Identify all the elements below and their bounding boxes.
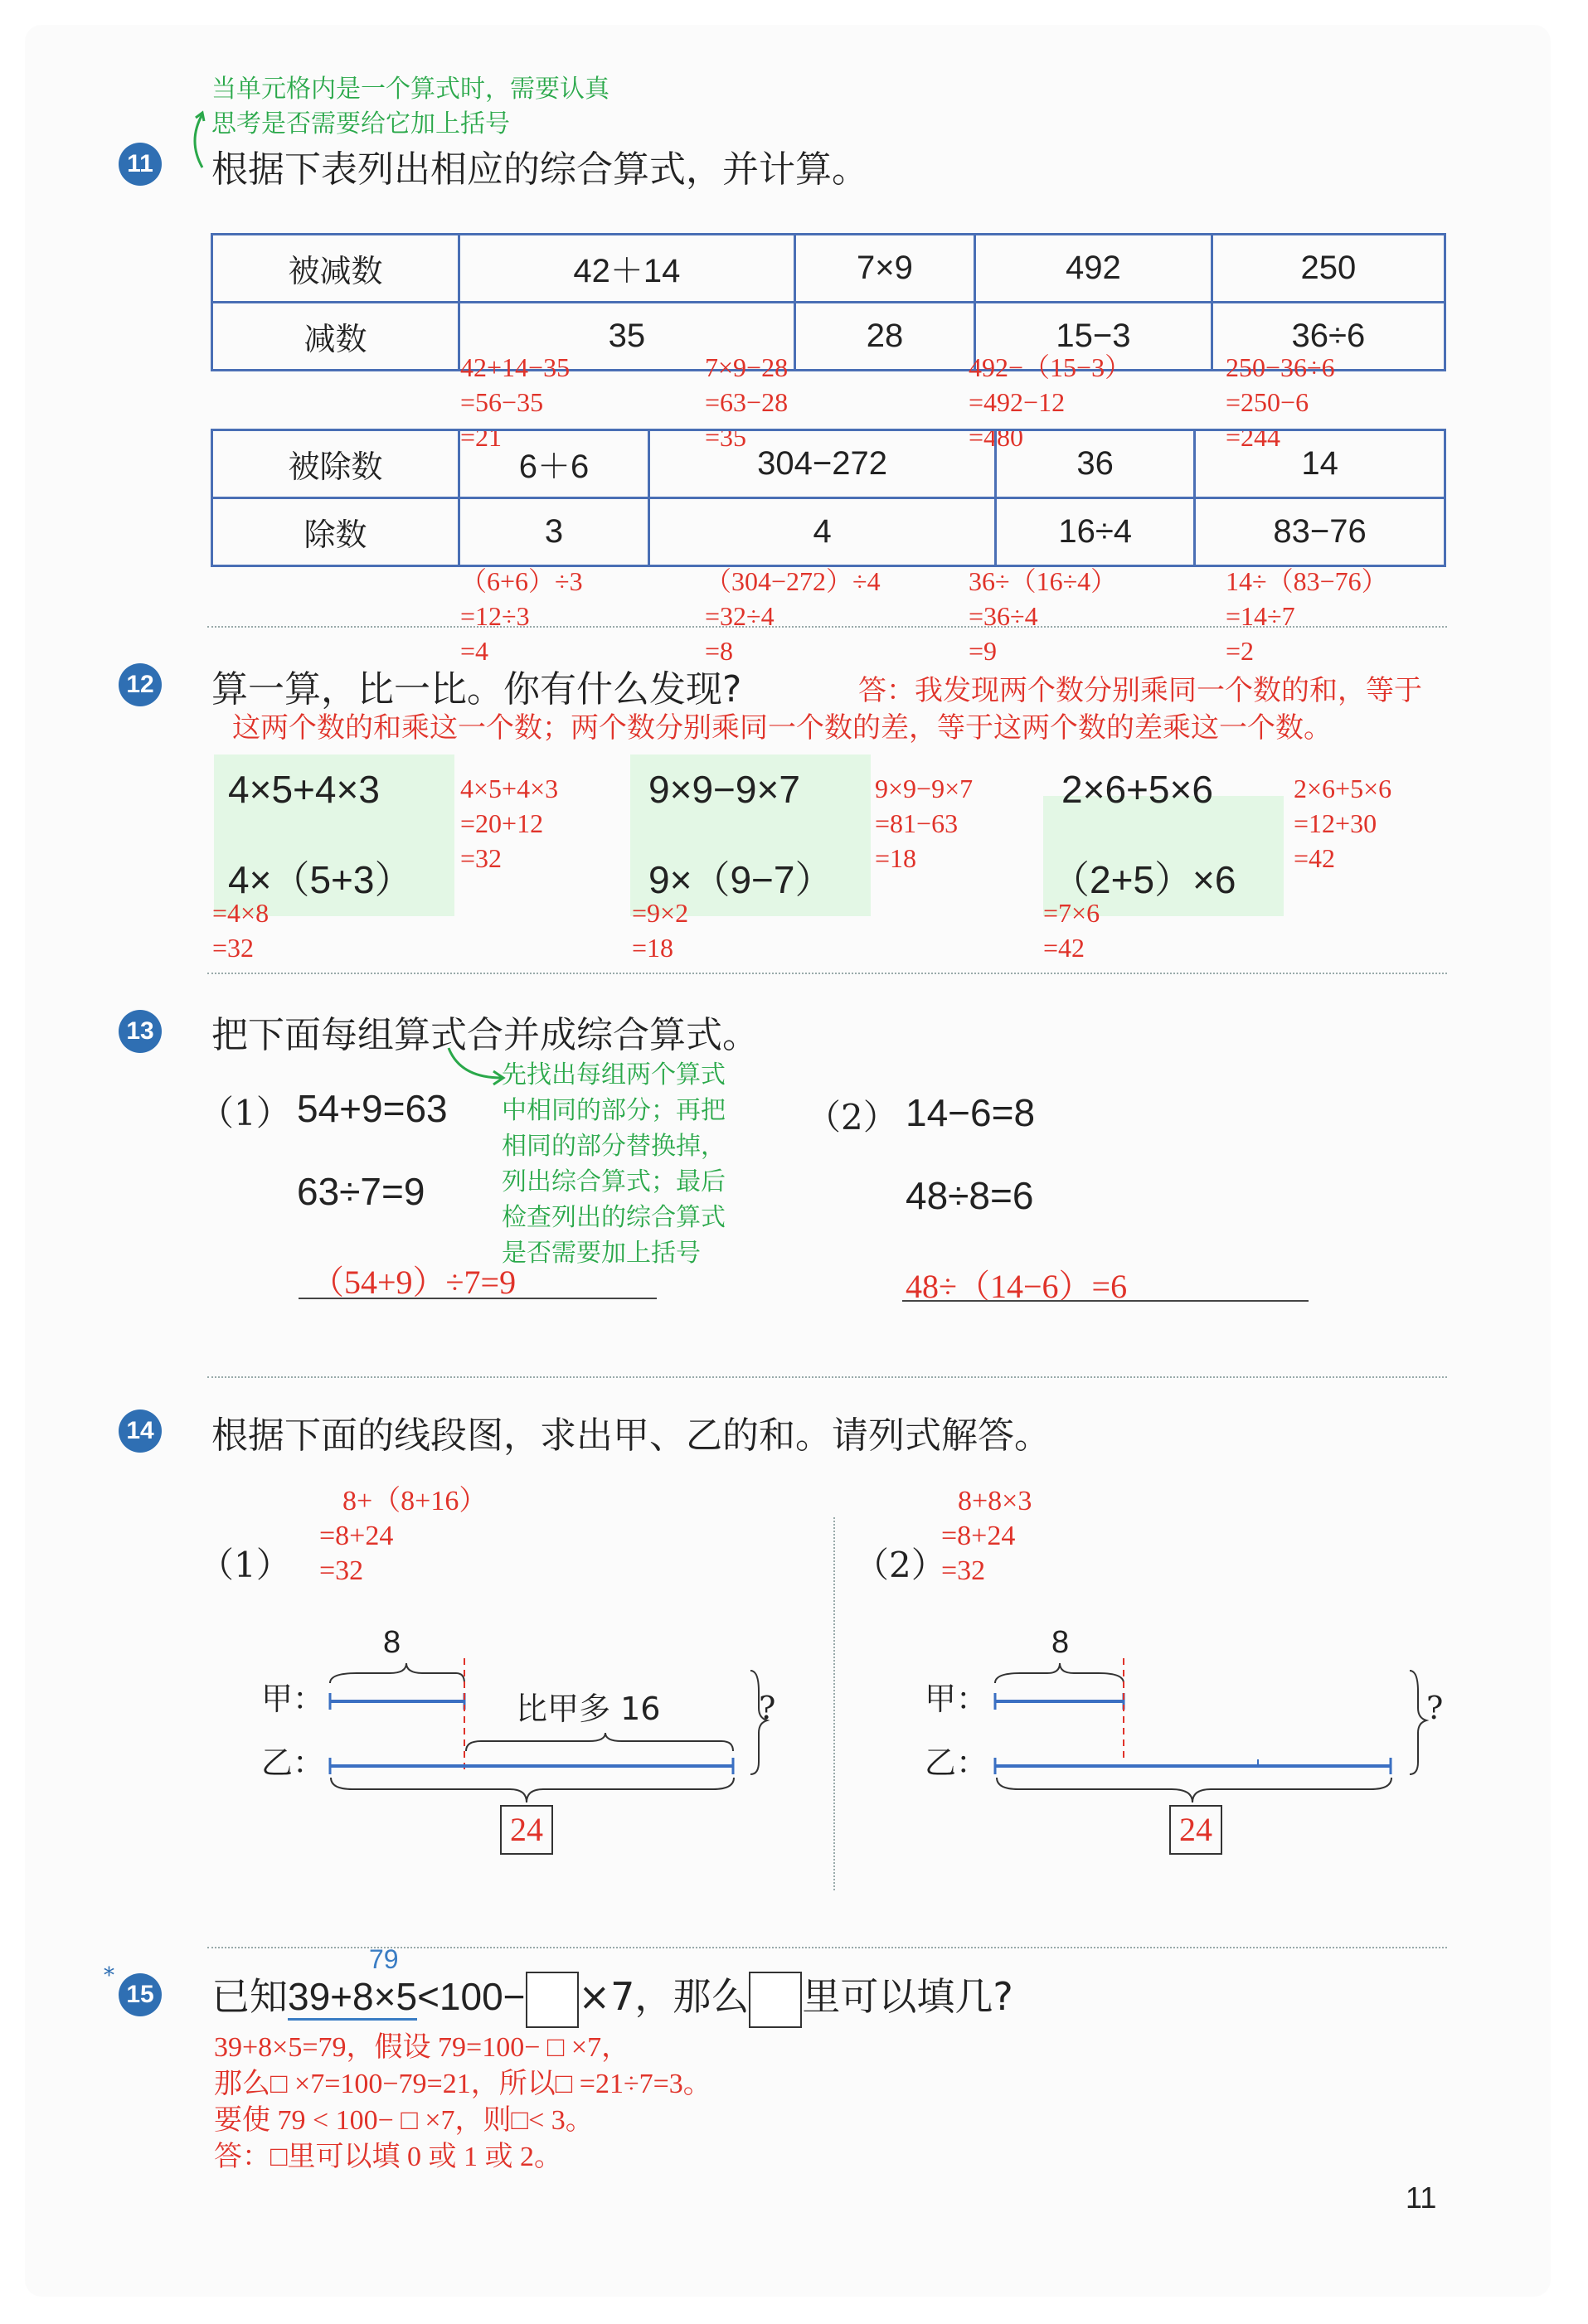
- table-head-divisor: 除数: [212, 498, 459, 566]
- q13-part1-label: （1）: [199, 1093, 291, 1133]
- table-cell: 304−272: [648, 430, 995, 498]
- q11-answer-7: 36÷（16÷4） =36÷4 =9: [969, 566, 1118, 666]
- table-cell: 6＋6: [459, 430, 649, 498]
- q15-badge: 15: [119, 1973, 162, 2016]
- q12-answer-line1: 答：我发现两个数分别乘同一个数的和，等于: [858, 676, 1422, 706]
- q14-part2-top: 8: [1051, 1625, 1070, 1660]
- q15-star: *: [104, 1963, 114, 1988]
- q12-expr-1b: 4×（5+3）: [228, 858, 413, 901]
- q12-badge: 12: [119, 663, 162, 706]
- divider: [207, 1376, 1447, 1378]
- q11-answer-2: 7×9−28 =63−28 =35: [705, 352, 789, 452]
- table-cell: 15−3: [975, 303, 1212, 371]
- q14-divider: [833, 1517, 835, 1890]
- table-cell: 492: [975, 235, 1212, 303]
- q14-part1-label: （1）: [199, 1545, 291, 1585]
- table-cell: 83−76: [1195, 498, 1445, 566]
- divider: [207, 973, 1447, 974]
- q15-blank-box-2[interactable]: [749, 1972, 802, 2028]
- table-cell: 36÷6: [1212, 303, 1445, 371]
- q14-part1-jia: 甲：: [261, 1681, 325, 1717]
- q12-calc-2b: =9×2 =18: [632, 898, 689, 963]
- q13-hint-arrow: [444, 1045, 510, 1086]
- q14-part2-question: ?: [1426, 1690, 1444, 1726]
- q13-part1-eq2: 63÷7=9: [297, 1170, 425, 1213]
- table-cell: 4: [648, 498, 995, 566]
- q14-part1-calc: 8+（8+16） =8+24 =32: [319, 1486, 488, 1586]
- q14-part1-segment-diagram: [323, 1658, 771, 1783]
- q14-part1-yi: 乙：: [261, 1744, 325, 1781]
- table-cell: 36: [996, 430, 1195, 498]
- q14-title: 根据下面的线段图，求出甲、乙的和。请列式解答。: [211, 1414, 1051, 1457]
- q11-note-arrow: [184, 108, 209, 174]
- divider: [207, 626, 1447, 628]
- q14-part1-top: 8: [383, 1625, 401, 1660]
- page-number: 11: [1406, 2181, 1437, 2215]
- q11-answer-5: （6+6）÷3 =12÷3 =4: [460, 566, 583, 666]
- q14-part1-more: 比甲多 16: [516, 1691, 661, 1727]
- q11-note-line1: 当单元格内是一个算式时，需要认真: [211, 75, 609, 104]
- q12-calc-1b: =4×8 =32: [212, 898, 270, 963]
- q12-expr-2a: 9×9−9×7: [648, 768, 800, 811]
- q13-part2-label: （2）: [806, 1097, 898, 1138]
- table-cell: 16÷4: [996, 498, 1195, 566]
- table-cell: 3: [459, 498, 649, 566]
- table-head-subtrahend: 减数: [212, 303, 459, 371]
- q15-blank-box[interactable]: [526, 1972, 579, 2028]
- table-head-dividend: 被除数: [212, 430, 459, 498]
- q13-part2-underline: [902, 1300, 1309, 1302]
- q12-expr-3a: 2×6+5×6: [1061, 768, 1213, 811]
- q14-part2-calc: 8+8×3 =8+24 =32: [941, 1486, 1032, 1586]
- q15-question: 已知39+8×5<100− ×7，那么 里可以填几?: [211, 1967, 1013, 2028]
- q13-part1-underline: [299, 1298, 657, 1299]
- q14-part2-segment-diagram: [991, 1658, 1439, 1783]
- q15-underlined-expr: 39+8×5: [288, 1975, 417, 2021]
- q12-expr-2b: 9×（9−7）: [648, 858, 833, 901]
- q13-part1-eq1: 54+9=63: [297, 1087, 448, 1130]
- q11-title: 根据下表列出相应的综合算式，并计算。: [211, 148, 868, 191]
- q12-calc-3b: =7×6 =42: [1043, 898, 1100, 963]
- q14-part1-total: 24: [500, 1805, 553, 1855]
- table-cell: 14: [1195, 430, 1445, 498]
- q11-badge: 11: [119, 143, 162, 186]
- table-cell: 250: [1212, 235, 1445, 303]
- q12-expr-3b: （2+5）×6: [1051, 858, 1236, 901]
- q12-title: 算一算，比一比。你有什么发现?: [211, 668, 742, 711]
- q12-calc-2a: 9×9−9×7 =81−63 =18: [875, 774, 974, 873]
- q11-answer-8: 14÷（83−76） =14÷7 =2: [1226, 566, 1388, 666]
- q11-answer-3: 492−（15−3） =492−12 =480: [969, 352, 1132, 452]
- table-head-minuend: 被减数: [212, 235, 459, 303]
- q13-badge: 13: [119, 1010, 162, 1053]
- q14-part1-question: ?: [759, 1690, 776, 1726]
- q14-part2-yi: 乙：: [925, 1744, 988, 1781]
- q13-part2-answer: 48÷（14−6）=6: [906, 1268, 1128, 1305]
- q12-calc-1a: 4×5+4×3 =20+12 =32: [460, 774, 559, 873]
- q14-part2-total-brace: [993, 1774, 1400, 1807]
- q15-solution: 39+8×5=79，假设 79=100− □ ×7， 那么□ ×7=100−79=21，所以□ =21÷7=3。 要使 79 < 100− □ ×7，则□< 3。 答：□里可以填 0 或 1 或 2。: [214, 2032, 711, 2172]
- q13-part1-answer: （54+9）÷7=9: [311, 1264, 517, 1301]
- q13-hint: 先找出每组两个算式 中相同的部分；再把 相同的部分替换掉， 列出综合算式；最后 检查列出的综合算式 是否需要加上括号: [502, 1060, 726, 1268]
- q12-expr-1a: 4×5+4×3: [228, 768, 380, 811]
- q14-badge: 14: [119, 1409, 162, 1453]
- q12-calc-3a: 2×6+5×6 =12+30 =42: [1294, 774, 1392, 873]
- q11-note-line2: 思考是否需要给它加上括号: [211, 109, 510, 138]
- table-cell: 28: [794, 303, 974, 371]
- q14-part2-jia: 甲：: [925, 1681, 988, 1717]
- q11-table2: [211, 429, 1446, 567]
- q13-part2-eq1: 14−6=8: [906, 1091, 1036, 1134]
- q11-answer-6: （304−272）÷4 =32÷4 =8: [705, 566, 881, 666]
- q14-part2-total: 24: [1169, 1805, 1222, 1855]
- q13-part2-eq2: 48÷8=6: [906, 1174, 1034, 1217]
- q15-annotation: 79: [369, 1944, 399, 1974]
- q11-answer-4: 250−36÷6 =250−6 =244: [1226, 352, 1335, 452]
- q14-part2-label: （2）: [854, 1545, 946, 1585]
- table-cell: 7×9: [794, 235, 974, 303]
- table-cell: 35: [459, 303, 795, 371]
- q14-part1-total-brace: [328, 1774, 742, 1807]
- q12-answer-line2: 这两个数的和乘这一个数；两个数分别乘同一个数的差，等于这两个数的差乘这一个数。: [232, 713, 1332, 744]
- table-cell: 42＋14: [459, 235, 795, 303]
- q11-answer-1: 42+14−35 =56−35 =21: [460, 352, 571, 452]
- q13-title: 把下面每组算式合并成综合算式。: [211, 1014, 759, 1056]
